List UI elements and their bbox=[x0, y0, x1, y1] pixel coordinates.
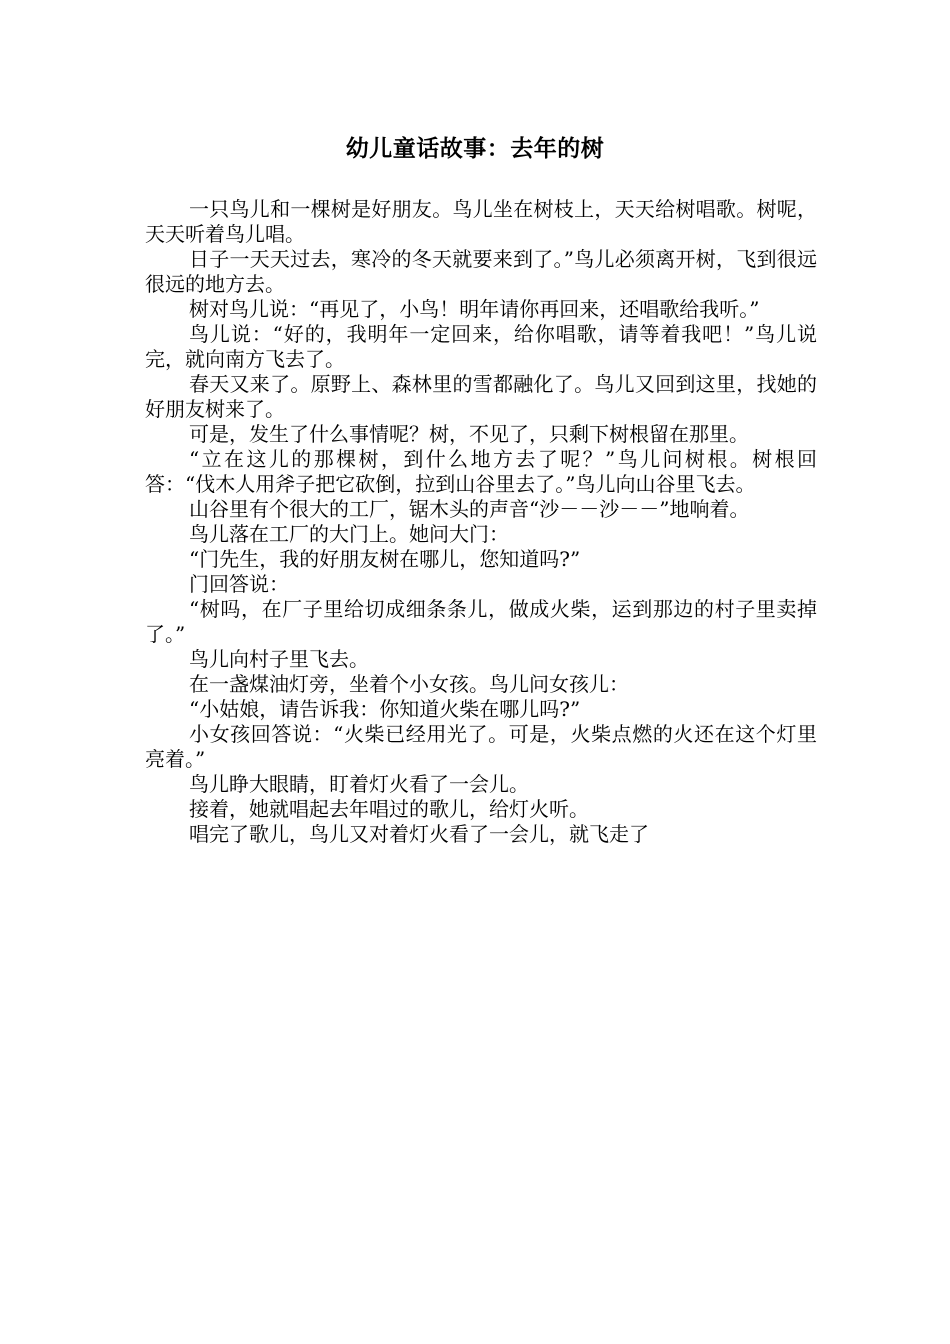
paragraph: 树对鸟儿说：“再见了，小鸟！明年请你再回来，还唱歌给我听。” bbox=[189, 297, 760, 321]
paragraph: “树吗，在厂子里给切成细条条儿，做成火柴，运到那边的村子里卖掉了。” bbox=[145, 597, 817, 646]
paragraph: 一只鸟儿和一棵树是好朋友。鸟儿坐在树枝上，天天给树唱歌。树呢，天天听着鸟儿唱。 bbox=[145, 197, 817, 246]
paragraph: 在一盏煤油灯旁，坐着个小女孩。鸟儿问女孩儿： bbox=[189, 672, 629, 696]
paragraph: 日子一天天过去，寒冷的冬天就要来到了。”鸟儿必须离开树，飞到很远很远的地方去。 bbox=[145, 247, 817, 296]
paragraph: “门先生，我的好朋友树在哪儿，您知道吗?” bbox=[189, 547, 581, 571]
paragraph: 鸟儿说：“好的，我明年一定回来，给你唱歌，请等着我吧！”鸟儿说完，就向南方飞去了。 bbox=[145, 322, 817, 371]
paragraph: 春天又来了。原野上、森林里的雪都融化了。鸟儿又回到这里，找她的好朋友树来了。 bbox=[145, 372, 817, 421]
paragraph: 门回答说： bbox=[189, 572, 289, 596]
document-title: 幼儿童话故事：去年的树 bbox=[345, 136, 605, 162]
paragraph: “小姑娘，请告诉我：你知道火柴在哪儿吗?” bbox=[189, 697, 581, 721]
paragraph: 鸟儿落在工厂的大门上。她问大门： bbox=[189, 522, 509, 546]
paragraph: 小女孩回答说：“火柴已经用光了。可是，火柴点燃的火还在这个灯里亮着。” bbox=[145, 722, 817, 771]
paragraph: 唱完了歌儿，鸟儿又对着灯火看了一会儿，就飞走了 bbox=[189, 822, 649, 846]
paragraph: “立在这儿的那棵树，到什么地方去了呢？”鸟儿问树根。树根回答：“伐木人用斧子把它砍倒，拉到山谷里去了。”鸟儿向山谷里飞去。 bbox=[145, 447, 817, 496]
paragraph: 鸟儿向村子里飞去。 bbox=[189, 647, 369, 671]
story-body bbox=[145, 197, 817, 847]
paragraph: 可是，发生了什么事情呢？树，不见了，只剩下树根留在那里。 bbox=[189, 422, 749, 446]
paragraph: 山谷里有个很大的工厂，锯木头的声音“沙－－沙－－”地响着。 bbox=[189, 497, 750, 521]
paragraph: 鸟儿睁大眼睛，盯着灯火看了一会儿。 bbox=[189, 772, 529, 796]
paragraph: 接着，她就唱起去年唱过的歌儿，给灯火听。 bbox=[189, 797, 589, 821]
